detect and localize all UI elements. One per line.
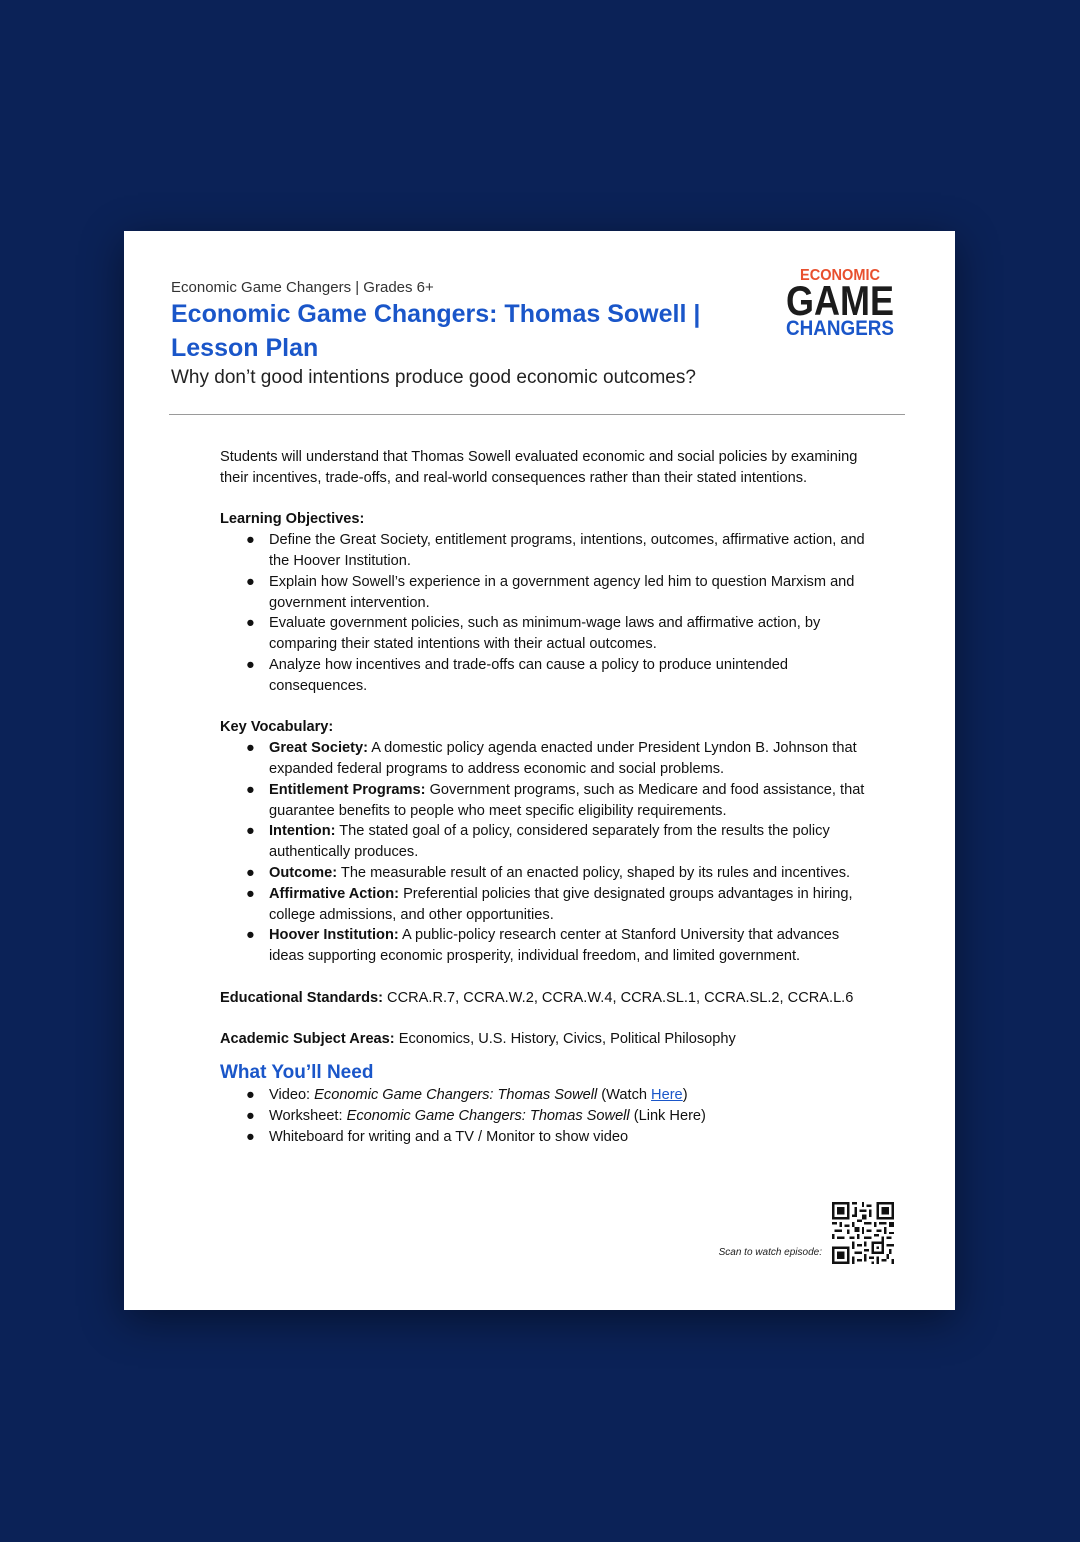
vocabulary-term: Entitlement Programs: <box>269 781 426 798</box>
vocabulary-heading: Key Vocabulary: <box>220 719 334 736</box>
objectives-heading: Learning Objectives: <box>220 511 365 528</box>
vocabulary-definition: The stated goal of a policy, considered separately from the results the policy authentically produces. <box>269 823 830 861</box>
intro-paragraph: Students will understand that Thomas Sowell evaluated economic and social policies by examining their incentives, trade-offs, and real-world consequences rather than their stated intentions. <box>220 449 858 486</box>
bullet-icon: ● <box>246 740 255 757</box>
vocabulary-definition: The measurable result of an enacted policy, shaped by its rules and incentives. <box>337 864 851 881</box>
qr-code-icon[interactable] <box>832 1202 894 1264</box>
subject-areas: Academic Subject Areas: Economics, U.S. History, Civics, Political Philosophy <box>220 1031 736 1048</box>
vocabulary-definition: Preferential policies that give designated groups advantages in hiring, college admissions, and other opportunities. <box>269 885 853 923</box>
bullet-icon: ● <box>246 823 255 840</box>
series-line: Economic Game Changers | Grades 6+ <box>171 279 434 296</box>
vocabulary-definition: A public-policy research center at Stanford University that advances ideas supporting economic prosperity, individual freedom, and limited government. <box>269 927 840 965</box>
bullet-icon: ● <box>246 781 255 798</box>
vocabulary-item <box>220 821 870 863</box>
bullet-icon: ● <box>246 885 255 902</box>
materials-list <box>220 1085 870 1147</box>
list-item: ● Evaluate government policies, such as minimum-wage laws and affirmative action, by comparing their stated intentions with their actual outcomes. <box>246 615 821 653</box>
list-item: ● Whiteboard for writing and a TV / Monitor to show video <box>220 1127 870 1148</box>
educational-standards: Educational Standards: CCRA.R.7, CCRA.W.2, CCRA.W.4, CCRA.SL.1, CCRA.SL.2, CCRA.L.6 <box>220 989 854 1006</box>
page-title: Economic Game Changers: Thomas Sowell | Lesson Plan <box>171 300 701 362</box>
list-item: ● Define the Great Society, entitlement programs, intentions, outcomes, affirmative action, and the Hoover Institution. <box>246 532 865 569</box>
what-you-need-heading: What You’ll Need <box>220 1062 374 1084</box>
watch-video-link[interactable]: Here <box>651 1087 683 1104</box>
vocabulary-term: Hoover Institution: <box>269 927 399 944</box>
vocabulary-item <box>220 863 870 884</box>
objectives-list <box>220 530 870 696</box>
bullet-icon: ● <box>246 1107 255 1124</box>
vocabulary-term: Affirmative Action: <box>269 885 400 902</box>
vocabulary-term: Great Society: <box>269 740 368 757</box>
svg-text:ECONOMIC: ECONOMIC <box>800 267 881 284</box>
list-item: ● Explain how Sowell’s experience in a government agency led him to question Marxism and government intervention. <box>246 573 855 611</box>
bullet-icon: ● <box>246 656 255 673</box>
qr-caption: Scan to watch episode: <box>718 1247 822 1258</box>
bullet-icon: ● <box>246 615 255 632</box>
vocabulary-term: Outcome: <box>269 864 338 881</box>
list-item: ● Analyze how incentives and trade-offs can cause a policy to produce unintended consequences. <box>246 656 788 694</box>
lesson-plan-page <box>124 231 955 1310</box>
bullet-icon: ● <box>246 1128 255 1145</box>
vocabulary-definition: Government programs, such as Medicare and food assistance, that guarantee benefits to people who meet specific eligibility requirements. <box>269 781 865 819</box>
vocabulary-item <box>220 738 870 780</box>
lesson-body <box>220 447 870 1148</box>
vocabulary-list <box>220 738 870 967</box>
economic-game-changers-logo <box>784 265 896 337</box>
bullet-icon: ● <box>246 532 255 549</box>
header-divider <box>169 414 905 415</box>
list-item: ● Video: Economic Game Changers: Thomas Sowell (Watch Here) <box>220 1085 870 1106</box>
bullet-icon: ● <box>246 573 255 590</box>
svg-text:CHANGERS: CHANGERS <box>786 317 894 337</box>
bullet-icon: ● <box>246 864 255 881</box>
vocabulary-item <box>220 925 870 967</box>
vocabulary-definition: A domestic policy agenda enacted under President Lyndon B. Johnson that expanded federal programs to address economic and social problems. <box>269 740 857 777</box>
list-item: ● Worksheet: Economic Game Changers: Thomas Sowell (Link Here) <box>220 1106 870 1127</box>
svg-text:GAME: GAME <box>786 277 894 324</box>
bullet-icon: ● <box>246 1087 255 1104</box>
vocabulary-item <box>220 780 870 822</box>
page-subtitle: Why don’t good intentions produce good economic outcomes? <box>171 367 696 388</box>
bullet-icon: ● <box>246 927 255 944</box>
vocabulary-term: Intention: <box>269 823 336 840</box>
vocabulary-item <box>220 884 870 926</box>
